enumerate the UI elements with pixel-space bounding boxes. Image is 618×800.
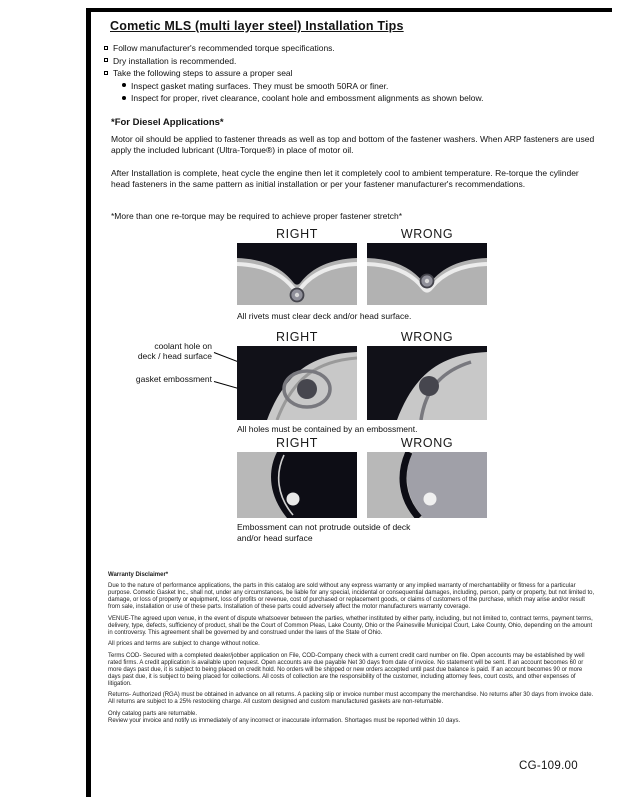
tips-sublist bbox=[122, 81, 596, 104]
legal-paragraph: Due to the nature of performance applications, the parts in this catalog are sold without any express warranty or any implied warranty of merchantability or fitness for a particular purpose. Cometic Gasket Inc., shall not, under any circumstances, be liable for any special, incidental or consequential damages, including, person, party or property, but not limited to, damage, or loss of property or equipment, loss of profits or revenue, cost of purchased or replacement goods, or claims of customers of the purchase, which may arise and/or result from sale, installation or use of these parts. Installation of these parts could adversely affect the motor manufacturers warranty coverage. bbox=[108, 583, 595, 610]
figure1-right-label: RIGHT bbox=[276, 227, 318, 241]
figure3-wrong-label: WRONG bbox=[400, 436, 454, 450]
tips-list bbox=[104, 43, 596, 106]
hole-embossment-right-diagram bbox=[237, 346, 357, 420]
rivet-clearance-right-diagram bbox=[237, 243, 357, 305]
figure3-caption-line1: Embossment can not protrude outside of deck bbox=[237, 522, 411, 532]
diesel-paragraph-1: Motor oil should be applied to fastener threads as well as top and bottom of the fastener washers. When ARP fasteners are used apply the included lubricant (Ultra-Torque®) in place of motor oil. bbox=[111, 134, 595, 155]
coolant-hole-callout-line1: coolant hole on bbox=[154, 341, 212, 351]
sub-bullet-item bbox=[122, 93, 596, 103]
legal-paragraph: Terms COD- Secured with a completed dealer/jobber application on File, COD-Company check with a current credit card number on file. Open accounts may be established by well rated firms. A credit application is available upon request. Open accounts are due payable Net 30 days from date of invoice. No statement will be sent. If an account becomes 60 or more days past due, it is subject to being placed on credit hold. No orders will be shipped or new orders accepted until past due balance is paid. If an account becomes 90 or more days past due, it is subject to being placed for collections. All costs of collection are the responsibility of the customer, including attorney fees, court costs, and other expenses of litigation. bbox=[108, 652, 585, 687]
legal-paragraph: All prices and terms are subject to change without notice. bbox=[108, 641, 260, 647]
dot-marker-icon bbox=[122, 83, 126, 87]
page-code: CG-109.00 bbox=[519, 760, 578, 772]
diesel-heading: *For Diesel Applications* bbox=[111, 117, 224, 128]
bullet-text: Take the following steps to assure a proper seal bbox=[113, 68, 293, 78]
dot-marker-icon bbox=[122, 96, 126, 100]
top-rule bbox=[86, 8, 612, 12]
embossment-protrusion-right-diagram bbox=[237, 452, 357, 518]
bullet-marker-icon bbox=[104, 46, 108, 50]
left-rule bbox=[86, 8, 91, 797]
bullet-text: Follow manufacturer's recommended torque specifications. bbox=[113, 43, 335, 53]
retorque-note: *More than one re-torque may be required to achieve proper fastener stretch* bbox=[111, 211, 403, 221]
bullet-item bbox=[104, 43, 596, 53]
coolant-hole-callout bbox=[128, 342, 212, 361]
gasket-embossment-callout: gasket embossment bbox=[135, 374, 212, 384]
coolant-hole-callout-line2: deck / head surface bbox=[137, 350, 212, 361]
figure3-caption-line2: and/or head surface bbox=[237, 533, 313, 543]
legal-paragraph: VENUE-The agreed upon venue, in the event of dispute whatsoever between the parties, whether instituted by either party, including, but not limited to, contract terms, payment terms, delivery, type, defects, sufficiency of product, shall be the Court of Common Pleas, Lake County, Ohio or the Painesville Municipal Court, Lake County, Ohio, depending on the amount in controversy. This agreement shall be governed by and construed under the laws of the State of Ohio. bbox=[108, 615, 593, 636]
sub-bullet-text: Inspect for proper, rivet clearance, coolant hole and embossment alignments as shown below. bbox=[131, 93, 484, 103]
figure2-wrong-label: WRONG bbox=[400, 330, 454, 344]
legal-paragraph: Returns- Authorized (RGA) must be obtained in advance on all returns. A packing slip or invoice number must accompany the merchandise. No returns after 30 days from invoice date. All returns are subject to a 25% restocking charge. All custom designed and custom manufactured gaskets are non-returnable. bbox=[108, 692, 594, 705]
legal-paragraph: Review your invoice and notify us immediately of any incorrect or inaccurate information. Shortages must be reported within 10 days. bbox=[108, 718, 461, 724]
figure1-caption: All rivets must clear deck and/or head surface. bbox=[237, 311, 412, 321]
rivet-clearance-wrong-diagram bbox=[367, 243, 487, 305]
page-title: Cometic MLS (multi layer steel) Installation Tips bbox=[110, 19, 404, 33]
sub-bullet-text: Inspect gasket mating surfaces. They must be smooth 50RA or finer. bbox=[131, 80, 389, 91]
sub-bullet-item bbox=[122, 81, 596, 91]
figure3-right-label: RIGHT bbox=[276, 436, 318, 450]
diesel-paragraph-2: After Installation is complete, heat cycle the engine then let it completely cool to ambient temperature. Re-torque the cylinder head fasteners in the same pattern as initial installation or per your fastener manufacturer's recommendations. bbox=[111, 168, 579, 189]
bullet-item bbox=[104, 56, 596, 66]
bullet-marker-icon bbox=[104, 71, 108, 75]
bullet-marker-icon bbox=[104, 58, 108, 62]
legal-paragraph: Only catalog parts are returnable. bbox=[108, 710, 198, 717]
legal-section bbox=[108, 572, 595, 730]
figure2-right-label: RIGHT bbox=[276, 330, 318, 344]
legal-heading: Warranty Disclaimer* bbox=[108, 572, 169, 578]
hole-embossment-wrong-diagram bbox=[367, 346, 487, 420]
bullet-text: Dry installation is recommended. bbox=[113, 55, 237, 66]
figure1-wrong-label: WRONG bbox=[400, 227, 454, 241]
figure2-caption: All holes must be contained by an embossment. bbox=[237, 424, 418, 434]
bullet-item bbox=[104, 68, 596, 78]
embossment-protrusion-wrong-diagram bbox=[367, 452, 487, 518]
